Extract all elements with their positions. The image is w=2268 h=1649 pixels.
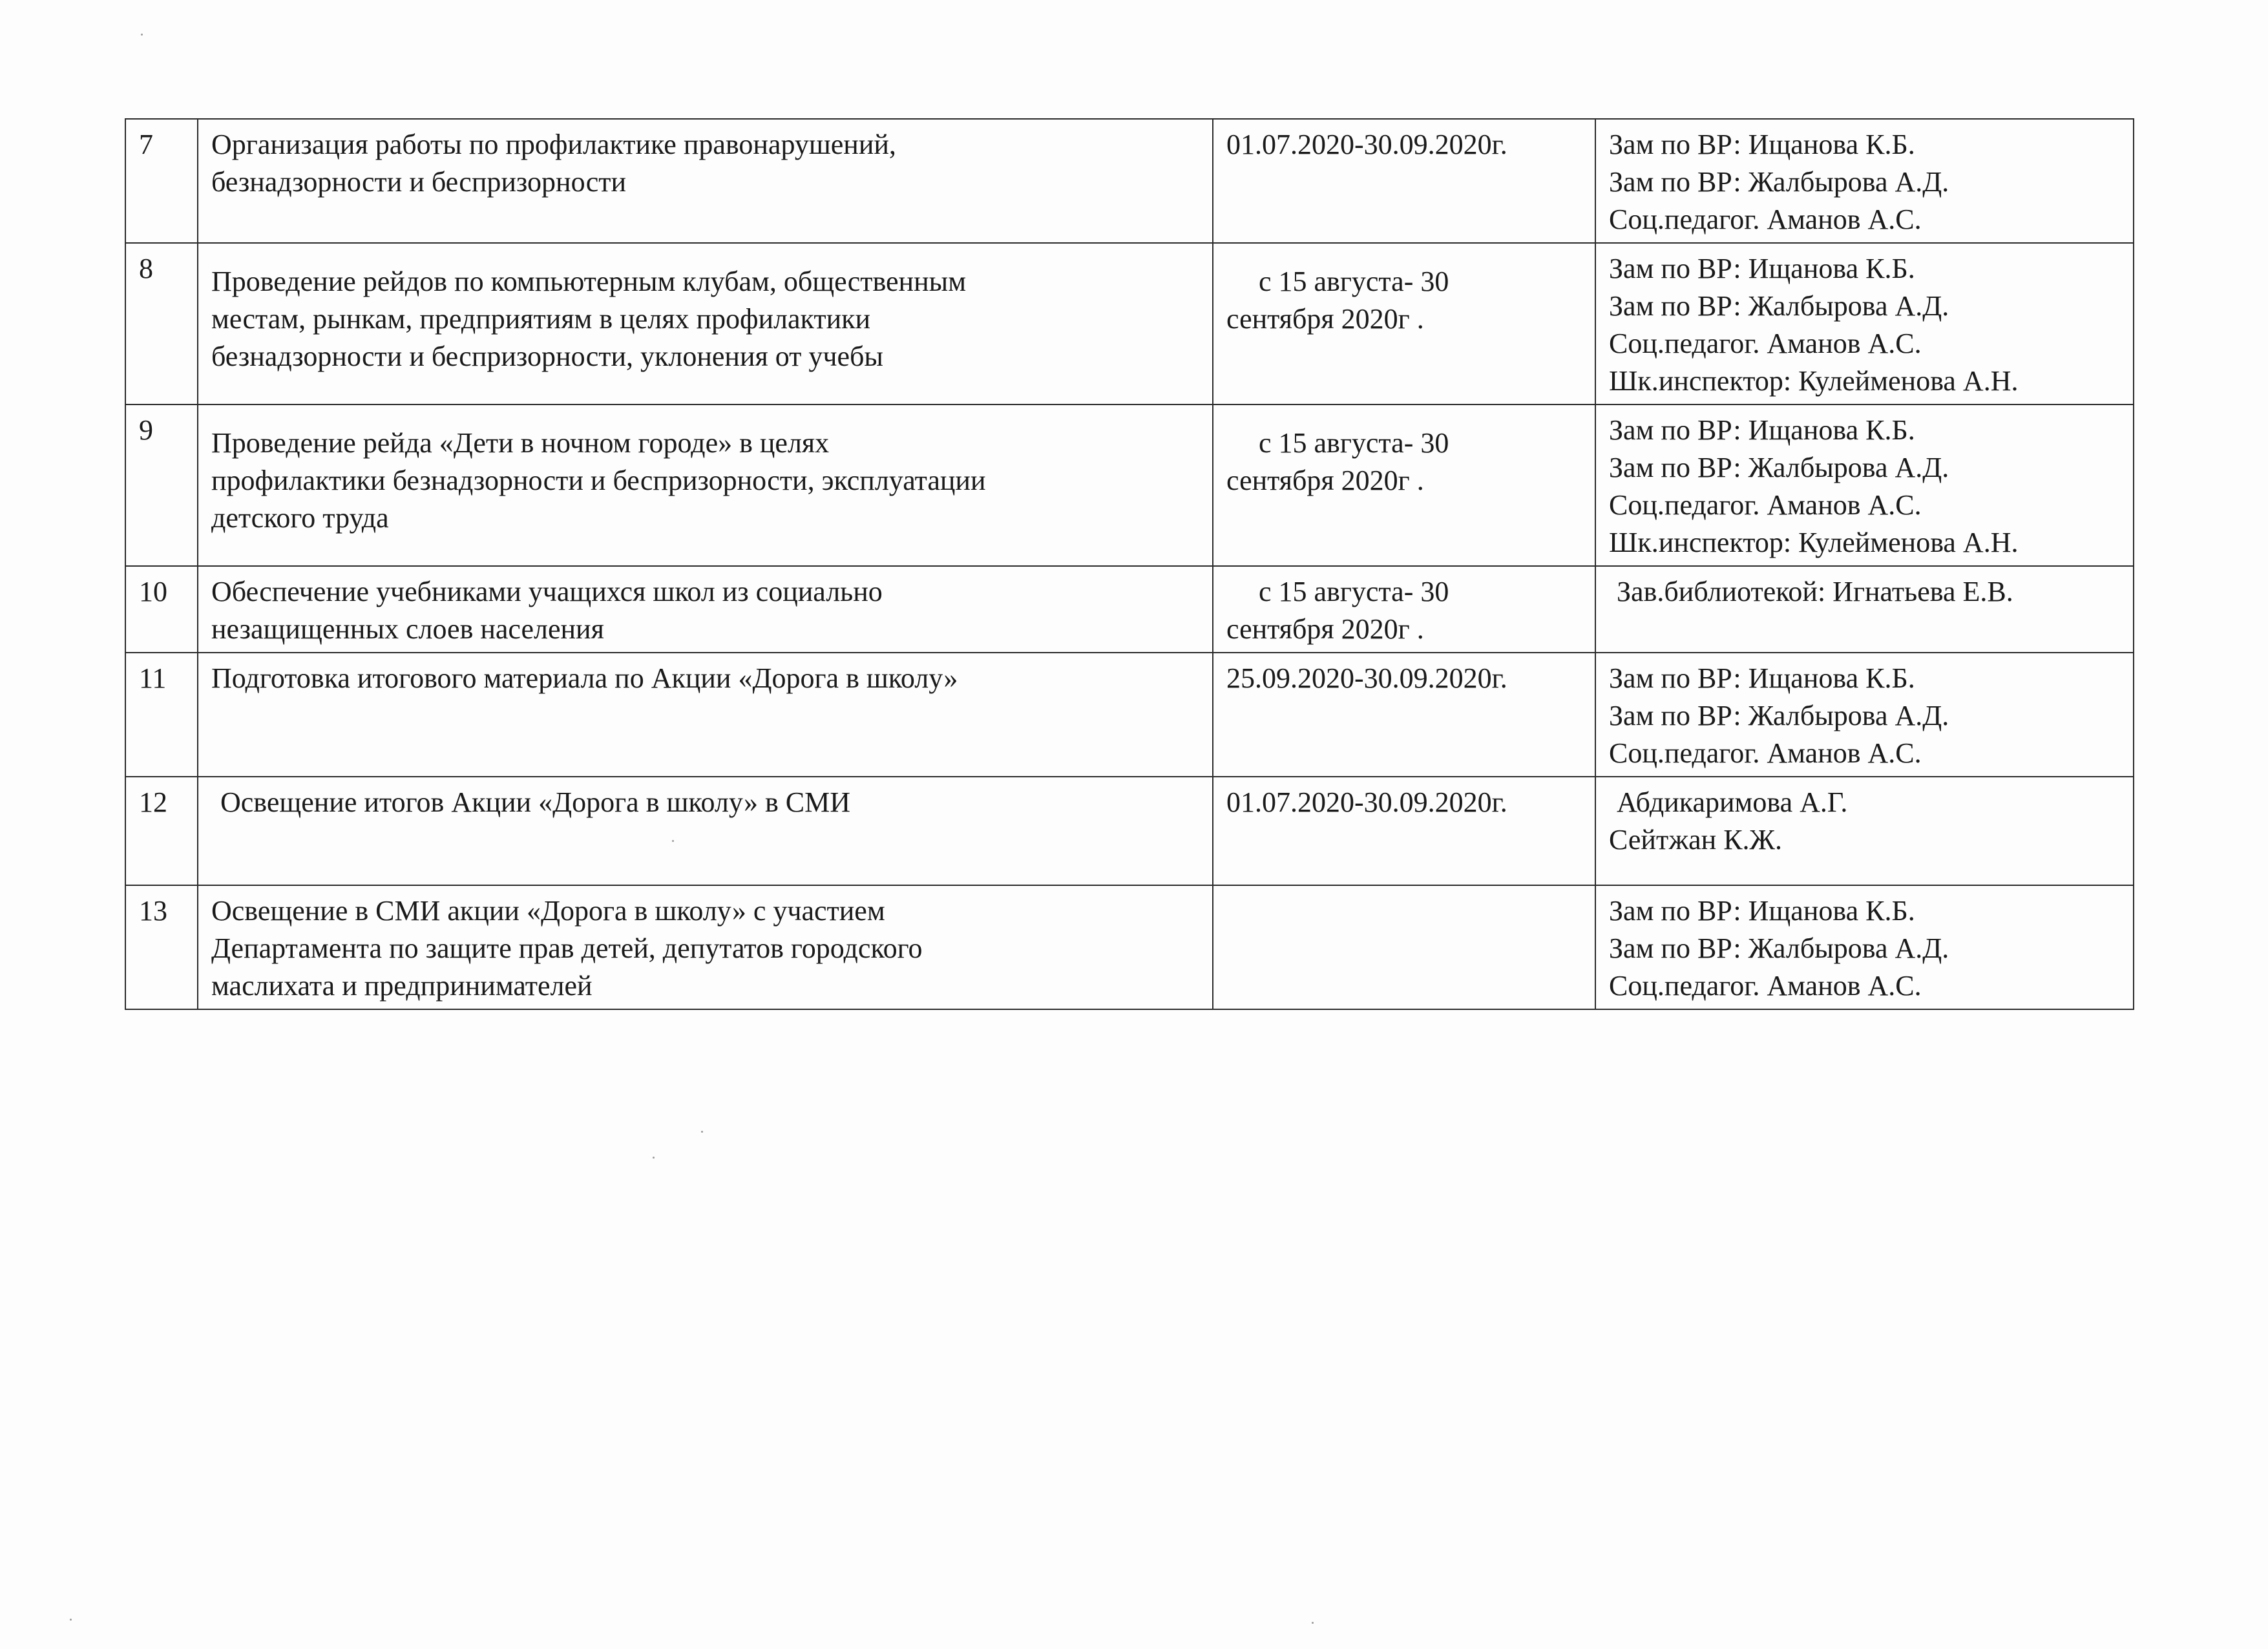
event-date: с 15 августа- 30 сентября 2020г . <box>1213 243 1595 404</box>
responsible-persons: Зам по ВР: Ищанова К.Б. Зам по ВР: Жалбырова А.Д. Соц.педагог. Аманов А.С. <box>1595 119 2134 243</box>
event-date: 01.07.2020-30.09.2020г. <box>1213 119 1595 243</box>
scan-speck <box>141 34 143 36</box>
responsible-persons: Абдикаримова А.Г. Сейтжан К.Ж. <box>1595 777 2134 885</box>
row-number: 11 <box>125 653 198 777</box>
event-description: Освещение итогов Акции «Дорога в школу» в СМИ <box>198 777 1213 885</box>
scan-speck <box>672 840 674 842</box>
row-number: 7 <box>125 119 198 243</box>
table-row <box>125 566 2134 653</box>
event-date: с 15 августа- 30 сентября 2020г . <box>1213 566 1595 653</box>
row-number: 10 <box>125 566 198 653</box>
event-description: Проведение рейдов по компьютерным клубам, общественным местам, рынкам, предприятиям в целях профилактики безнадзорности и беспризорности, уклонения от учебы <box>198 243 1213 404</box>
event-description: Организация работы по профилактике правонарушений, безнадзорности и беспризорности <box>198 119 1213 243</box>
event-description: Проведение рейда «Дети в ночном городе» в целях профилактики безнадзорности и беспризорности, эксплуатации детского труда <box>198 404 1213 566</box>
table-row <box>125 653 2134 777</box>
event-description: Освещение в СМИ акции «Дорога в школу» с участием Департамента по защите прав детей, депутатов городского маслихата и предпринимателей <box>198 885 1213 1009</box>
event-date <box>1213 885 1595 1009</box>
responsible-persons: Зам по ВР: Ищанова К.Б. Зам по ВР: Жалбырова А.Д. Соц.педагог. Аманов А.С. <box>1595 653 2134 777</box>
table-row <box>125 777 2134 885</box>
table-row <box>125 243 2134 404</box>
row-number: 12 <box>125 777 198 885</box>
scan-speck <box>70 1619 72 1621</box>
responsible-persons: Зам по ВР: Ищанова К.Б. Зам по ВР: Жалбырова А.Д. Соц.педагог. Аманов А.С. <box>1595 885 2134 1009</box>
scan-speck <box>1312 1622 1314 1624</box>
row-number: 13 <box>125 885 198 1009</box>
responsible-persons: Зав.библиотекой: Игнатьева Е.В. <box>1595 566 2134 653</box>
event-description: Обеспечение учебниками учащихся школ из социально незащищенных слоев населения <box>198 566 1213 653</box>
table-row <box>125 885 2134 1009</box>
row-number: 8 <box>125 243 198 404</box>
responsible-persons: Зам по ВР: Ищанова К.Б. Зам по ВР: Жалбырова А.Д. Соц.педагог. Аманов А.С. Шк.инспектор: Кулейменова А.Н. <box>1595 404 2134 566</box>
event-date: 01.07.2020-30.09.2020г. <box>1213 777 1595 885</box>
action-plan-table <box>125 118 2134 1010</box>
responsible-persons: Зам по ВР: Ищанова К.Б. Зам по ВР: Жалбырова А.Д. Соц.педагог. Аманов А.С. Шк.инспектор: Кулейменова А.Н. <box>1595 243 2134 404</box>
table-row <box>125 119 2134 243</box>
event-date: с 15 августа- 30 сентября 2020г . <box>1213 404 1595 566</box>
event-description: Подготовка итогового материала по Акции «Дорога в школу» <box>198 653 1213 777</box>
scan-speck <box>653 1157 655 1159</box>
table-row <box>125 404 2134 566</box>
scan-speck <box>701 1131 703 1133</box>
row-number: 9 <box>125 404 198 566</box>
event-date: 25.09.2020-30.09.2020г. <box>1213 653 1595 777</box>
